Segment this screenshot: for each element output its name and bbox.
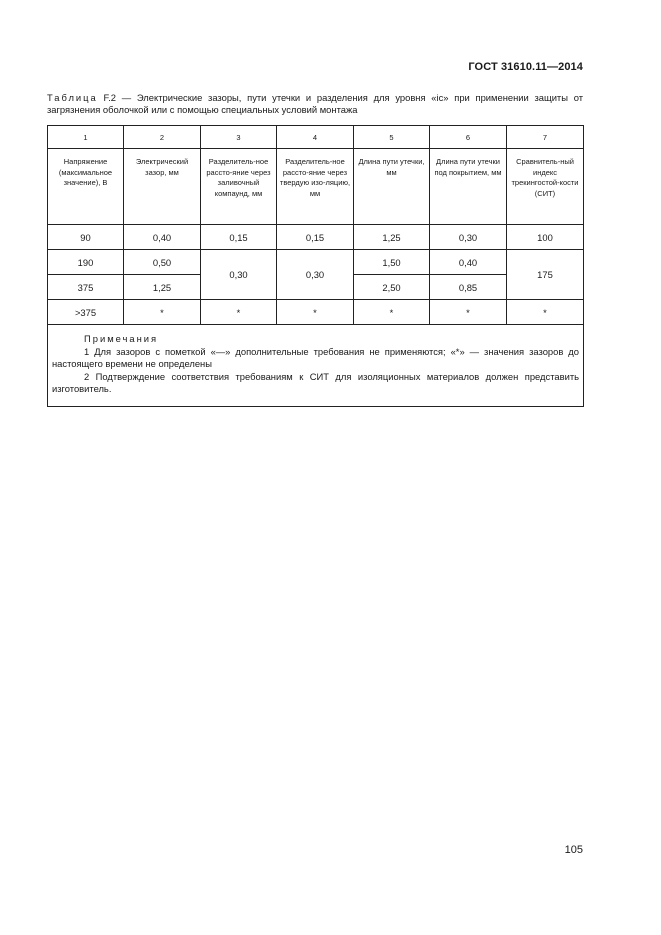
cell-coated: 0,40: [430, 250, 507, 275]
column-header-coated: Длина пути утечки под покрытием, мм: [430, 149, 507, 225]
clearance-table-container: [47, 125, 583, 407]
column-header-cti: Сравнитель-ный индекс трекингостой-кости (СИТ): [507, 149, 584, 225]
caption-text: — Электрические зазоры, пути утечки и разделения для уровня «ic» при применении защиты от загрязнения оболочкой или с помощью специальных условий монтажа: [47, 92, 584, 115]
notes-cell: [48, 325, 584, 407]
cell-compound: *: [201, 300, 277, 325]
cell-creepage: 1,25: [354, 225, 430, 250]
clearance-table: [47, 125, 584, 407]
column-header-solid: Разделитель-ное рассто-яние через твердую изо-ляцию, мм: [277, 149, 354, 225]
column-number: 7: [507, 126, 584, 149]
cell-voltage: >375: [48, 300, 124, 325]
document-code: ГОСТ 31610.11—2014: [468, 61, 583, 73]
note-item: 1 Для зазоров с пометкой «—» дополнительные требования не применяются; «*» — значения зазоров до настоящего времени не определены: [52, 345, 579, 369]
column-number: 3: [201, 126, 277, 149]
column-number: 4: [277, 126, 354, 149]
cell-cti: *: [507, 300, 584, 325]
cell-coated: *: [430, 300, 507, 325]
column-number: 1: [48, 126, 124, 149]
cell-voltage: 375: [48, 275, 124, 300]
cell-coated: 0,85: [430, 275, 507, 300]
cell-creepage: 2,50: [354, 275, 430, 300]
column-header-voltage: Напряжение (максимальное значение), В: [48, 149, 124, 225]
cell-clearance: *: [124, 300, 201, 325]
cell-voltage: 190: [48, 250, 124, 275]
column-number: 6: [430, 126, 507, 149]
column-header-clearance: Электрический зазор, мм: [124, 149, 201, 225]
cell-solid-merged: 0,30: [277, 250, 354, 300]
page-number: 105: [564, 844, 583, 856]
cell-clearance: 0,50: [124, 250, 201, 275]
note-item: 2 Подтверждение соответствия требованиям к СИТ для изоляционных материалов должен представить изготовитель.: [52, 370, 579, 394]
column-header-creepage: Длина пути утечки, мм: [354, 149, 430, 225]
table-row: [48, 300, 584, 325]
cell-compound-merged: 0,30: [201, 250, 277, 300]
cell-compound: 0,15: [201, 225, 277, 250]
table-caption: [47, 92, 583, 116]
column-number: 2: [124, 126, 201, 149]
cell-voltage: 90: [48, 225, 124, 250]
column-number: 5: [354, 126, 430, 149]
cell-creepage: 1,50: [354, 250, 430, 275]
table-row: [48, 225, 584, 250]
caption-label: Таблица: [47, 92, 98, 103]
column-header-row: [48, 149, 584, 225]
cell-creepage: *: [354, 300, 430, 325]
notes-title: Примечания: [84, 333, 159, 344]
cell-cti: 100: [507, 225, 584, 250]
cell-solid: 0,15: [277, 225, 354, 250]
table-row: [48, 250, 584, 275]
caption-number: F.2: [103, 92, 117, 103]
cell-cti-merged: 175: [507, 250, 584, 300]
column-header-compound: Разделитель-ное рассто-яние через заливочный компаунд, мм: [201, 149, 277, 225]
column-number-row: [48, 126, 584, 149]
cell-clearance: 0,40: [124, 225, 201, 250]
cell-solid: *: [277, 300, 354, 325]
cell-clearance: 1,25: [124, 275, 201, 300]
notes-row: [48, 325, 584, 407]
cell-coated: 0,30: [430, 225, 507, 250]
